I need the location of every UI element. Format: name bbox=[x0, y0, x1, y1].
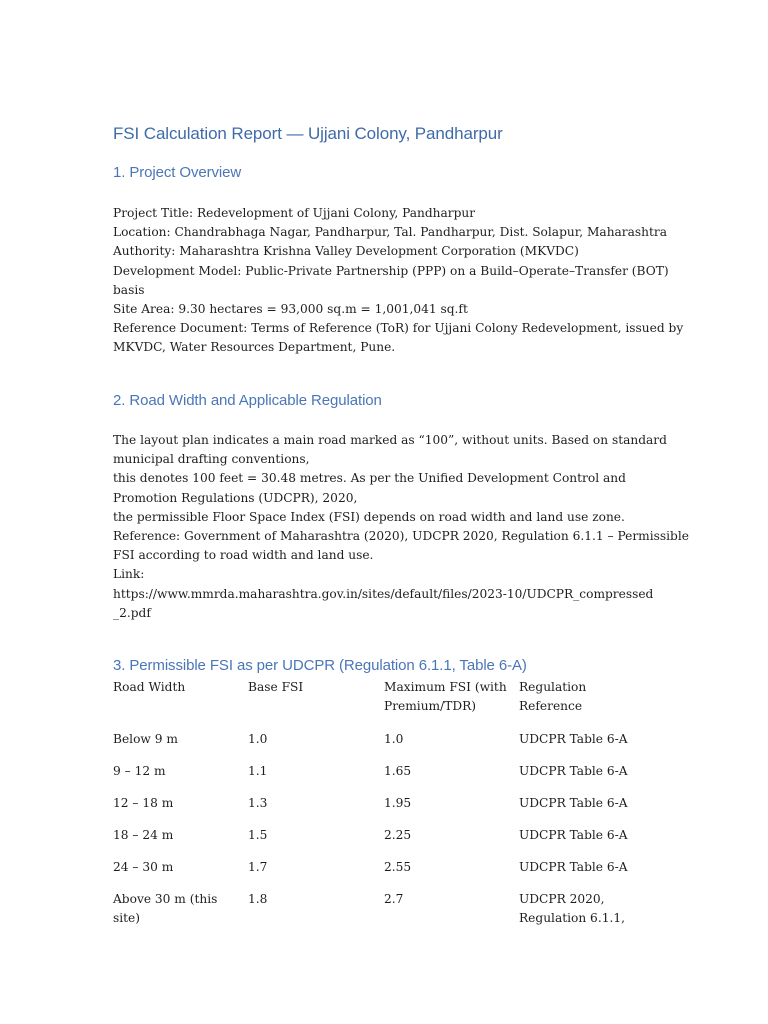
table-cell: 9 – 12 m bbox=[113, 764, 166, 778]
road-line: The layout plan indicates a main road marked as “100”, without units. Based on standard bbox=[113, 433, 667, 447]
table-cell: UDCPR Table 6-A bbox=[519, 732, 628, 746]
overview-line: Development Model: Public-Private Partnership (PPP) on a Build–Operate–Transfer (BOT) bbox=[113, 263, 669, 278]
section-heading-project-overview: 1. Project Overview bbox=[113, 164, 242, 181]
table-cell: Below 9 m bbox=[113, 732, 178, 746]
table-cell: 1.7 bbox=[248, 860, 268, 874]
table-cell: Above 30 m (this site) bbox=[113, 892, 218, 925]
table-header-cell: Base FSI bbox=[248, 680, 304, 694]
overview-line: basis bbox=[113, 282, 145, 297]
table-cell: UDCPR Table 6-A bbox=[519, 860, 628, 874]
section-heading-permissible-fsi: 3. Permissible FSI as per UDCPR (Regulation 6.1.1, Table 6-A) bbox=[113, 657, 527, 674]
road-width-text bbox=[113, 431, 689, 623]
table-header-cell: Road Width bbox=[113, 680, 186, 694]
table-cell: 1.8 bbox=[248, 892, 268, 906]
table-cell: 1.0 bbox=[248, 732, 268, 746]
table-cell: 2.25 bbox=[384, 828, 412, 842]
table-cell: UDCPR Table 6-A bbox=[519, 796, 628, 810]
overview-line: Site Area: 9.30 hectares = 93,000 sq.m = 1,001,041 sq.ft bbox=[113, 302, 468, 317]
table-cell: 1.95 bbox=[384, 796, 412, 810]
overview-line: Reference Document: Terms of Reference (ToR) for Ujjani Colony Redevelopment, issued by bbox=[113, 321, 684, 336]
table-cell: 24 – 30 m bbox=[113, 860, 174, 874]
table-cell: 1.1 bbox=[248, 764, 268, 778]
road-line: the permissible Floor Space Index (FSI) depends on road width and land use zone. bbox=[113, 509, 625, 524]
road-line[interactable]: _2.pdf bbox=[113, 605, 151, 620]
project-overview-text bbox=[113, 204, 684, 358]
table-cell: 12 – 18 m bbox=[113, 796, 174, 810]
road-line: Promotion Regulations (UDCPR), 2020, bbox=[113, 490, 358, 505]
road-line[interactable]: https://www.mmrda.maharashtra.gov.in/sites/default/files/2023-10/UDCPR_compressed bbox=[113, 586, 654, 601]
table-header-cell: Regulation Reference bbox=[519, 680, 587, 713]
overview-line: Location: Chandrabhaga Nagar, Pandharpur, Tal. Pandharpur, Dist. Solapur, Maharashtra bbox=[113, 225, 667, 240]
table-cell: 2.55 bbox=[384, 860, 412, 874]
section-heading-road-width: 2. Road Width and Applicable Regulation bbox=[113, 392, 382, 409]
table-cell: UDCPR Table 6-A bbox=[519, 828, 628, 842]
table-cell: 1.65 bbox=[384, 764, 412, 778]
table-cell: 2.7 bbox=[384, 892, 404, 906]
document-title: FSI Calculation Report — Ujjani Colony, Pandharpur bbox=[113, 124, 503, 143]
overview-line: MKVDC, Water Resources Department, Pune. bbox=[113, 340, 396, 355]
table-header-cell: Maximum FSI (with Premium/TDR) bbox=[384, 680, 507, 713]
table-cell: 1.0 bbox=[384, 732, 404, 746]
road-line: FSI according to road width and land use. bbox=[113, 548, 374, 563]
table-cell: 18 – 24 m bbox=[113, 828, 174, 842]
overview-line: Authority: Maharashtra Krishna Valley Development Corporation (MKVDC) bbox=[113, 244, 579, 259]
overview-line: Project Title: Redevelopment of Ujjani Colony, Pandharpur bbox=[113, 206, 476, 220]
table-cell: 1.5 bbox=[248, 828, 268, 842]
road-line: Link: bbox=[113, 567, 145, 582]
road-line: municipal drafting conventions, bbox=[113, 452, 310, 467]
road-line: Reference: Government of Maharashtra (2020), UDCPR 2020, Regulation 6.1.1 – Permissible bbox=[113, 529, 689, 544]
road-line: this denotes 100 feet = 30.48 metres. As per the Unified Development Control and bbox=[113, 471, 626, 486]
table-cell: UDCPR 2020, Regulation 6.1.1, bbox=[519, 892, 625, 925]
table-cell: 1.3 bbox=[248, 796, 268, 810]
table-cell: UDCPR Table 6-A bbox=[519, 764, 628, 778]
